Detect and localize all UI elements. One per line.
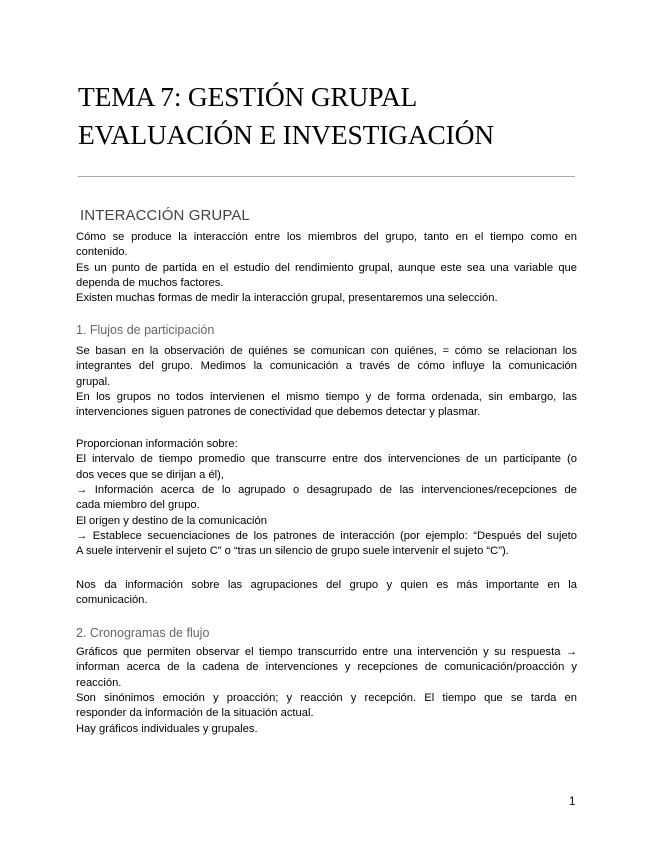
text-line: El intervalo de tiempo promedio que transcurre entre dos intervenciones de un participante (o [76,453,577,466]
flujos-paragraph-2 [76,437,577,560]
page-number: 1 [569,796,576,808]
text-line: Son sinónimos emoción y proacción; y reacción y recepción. El tiempo que se tarda en [76,692,577,705]
text-line: contenido. [76,246,128,259]
text-line: → Información acerca de lo agrupado o desagrupado de las intervenciones/recepciones de [76,484,577,497]
flujos-paragraph-3 [76,578,577,609]
subheading-cronogramas: 2. Cronogramas de flujo [76,626,210,640]
text-line: Gráficos que permiten observar el tiempo transcurrido entre una intervención y su respuesta → [76,646,577,658]
text-line: → Establece secuenciaciones de los patrones de interacción (por ejemplo: “Después del sujeto [76,530,577,543]
text-line: A suele intervenir el sujeto C” o “tras un silencio de grupo suele intervenir el sujeto “C”). [76,545,509,558]
text-line: Hay gráficos individuales y grupales. [76,722,258,735]
title-line-1: TEMA 7: GESTIÓN GRUPAL [78,81,418,112]
section-heading: INTERACCIÓN GRUPAL [80,207,250,224]
text-line: dos veces que se dirijan a él), [76,468,225,481]
flujos-paragraph-1 [76,344,577,421]
text-line: comunicación. [76,594,148,607]
text-line: cada miembro del grupo. [76,499,200,512]
text-line: Se basan en la observación de quiénes se comunican con quiénes, = cómo se relacionan los [76,345,577,357]
text-line: responder da información de la situación actual. [76,707,314,720]
page-title [78,78,598,154]
text-line: Cómo se produce la interacción entre los miembros del grupo, tanto en el tiempo como en [76,231,577,243]
text-line: reacción. [76,676,122,689]
text-line: dependa de muchos factores. [76,277,224,290]
title-line-2: EVALUACIÓN E INVESTIGACIÓN [78,119,494,150]
text-line: integrantes del grupo. Medimos la comunicación a través de cómo influye la comunicación [76,360,577,373]
cronogramas-paragraph [76,645,577,737]
text-line: Es un punto de partida en el estudio del rendimiento grupal, aunque este sea una variable que [76,261,577,274]
text-line: Existen muchas formas de medir la interacción grupal, presentaremos una selección. [76,292,498,305]
text-line: intervenciones siguen patrones de conectividad que debemos detectar y plasmar. [76,406,481,419]
text-line: Nos da información sobre las agrupaciones del grupo y quien es más importante en la [76,579,577,591]
text-line: Proporcionan información sobre: [76,438,238,450]
text-line: grupal. [76,375,111,388]
text-line: El origen y destino de la comunicación [76,514,267,527]
text-line: informan acerca de la cadena de intervenciones y recepciones de comunicación/proacción y [76,661,577,674]
intro-paragraph [76,230,577,307]
text-line: En los grupos no todos intervienen el mismo tiempo y de forma ordenada, sin embargo, las [76,391,577,404]
subheading-flujos: 1. Flujos de participación [76,323,215,337]
title-divider [78,176,575,177]
